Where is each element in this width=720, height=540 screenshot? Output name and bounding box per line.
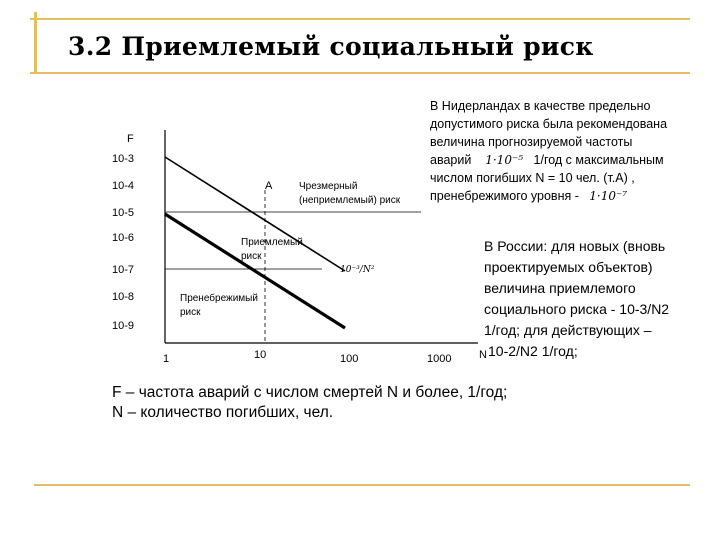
nl-line-6-start: пренебрежимого уровня -: [430, 189, 579, 203]
nl-line-6: [430, 187, 710, 205]
nl-line-2: допустимого риска была рекомендована: [430, 117, 668, 131]
negligible-risk-label: Пренебрежимый: [180, 293, 258, 304]
nl-line-5: числом погибших N = 10 чел. (т.А) ,: [430, 171, 635, 185]
acceptable-risk-label: Приемлемый: [241, 237, 303, 248]
y-tick-label: 10-7: [112, 264, 135, 276]
point-a-label: А: [265, 180, 273, 192]
x-tick-label: 1: [163, 353, 170, 365]
x-tick-label: 1000: [427, 353, 452, 365]
unacceptable-risk-label-2: (неприемлемый) риск: [299, 195, 401, 206]
russia-note: [484, 236, 714, 362]
ru-line-6: 10-2/N2 1/год;: [488, 343, 578, 359]
ru-line-2: проектируемых объектов): [484, 259, 653, 275]
x-axis-label: N: [479, 349, 487, 361]
ru-line-3: величина приемлемого: [484, 280, 636, 296]
ru-line-4: социального риска - 10-3/N2: [484, 301, 670, 317]
netherlands-note: [430, 97, 710, 205]
x-tick-label: 10: [254, 349, 267, 361]
legend: [112, 383, 672, 423]
x-tick-labels: [163, 349, 451, 365]
legend-n-definition: N – количество погибших, чел.: [112, 404, 334, 421]
y-tick-labels: [112, 153, 134, 332]
y-tick-label: 10-3: [112, 153, 135, 165]
region-labels: [180, 180, 401, 318]
slide-title: 3.2 Приемлемый социальный риск: [68, 32, 594, 61]
ru-line-5: 1/год; для действующих –: [484, 322, 652, 338]
x-tick-label: 100: [340, 353, 359, 365]
nl-line-4-start: аварий: [430, 153, 472, 167]
nl-line-4-end: 1/год с максимальным: [533, 153, 664, 167]
slope-formula: 10⁻³/N²: [340, 265, 375, 275]
acceptable-risk-label-2: риск: [241, 251, 262, 262]
y-tick-label: 10-4: [112, 180, 135, 192]
legend-f-definition: F – частота аварий с числом смертей N и более, 1/год;: [112, 384, 508, 401]
nl-line-3: величина прогнозируемой частоты: [430, 135, 633, 149]
y-tick-label: 10-6: [112, 232, 135, 244]
nl-line-1: В Нидерландах в качестве предельно: [430, 99, 651, 113]
y-tick-label: 10-9: [112, 320, 135, 332]
y-tick-label: 10-5: [112, 207, 135, 219]
nl-formula-2: 1·10⁻⁷: [589, 189, 628, 203]
y-axis-label: F: [127, 133, 134, 145]
negligible-risk-label-2: риск: [180, 307, 201, 318]
nl-line-4: [430, 151, 710, 169]
nl-formula-1: 1·10⁻⁵: [485, 153, 524, 167]
y-tick-label: 10-8: [112, 291, 135, 303]
unacceptable-risk-label: Чрезмерный: [299, 181, 358, 192]
ru-line-1: В России: для новых (вновь: [484, 238, 666, 254]
